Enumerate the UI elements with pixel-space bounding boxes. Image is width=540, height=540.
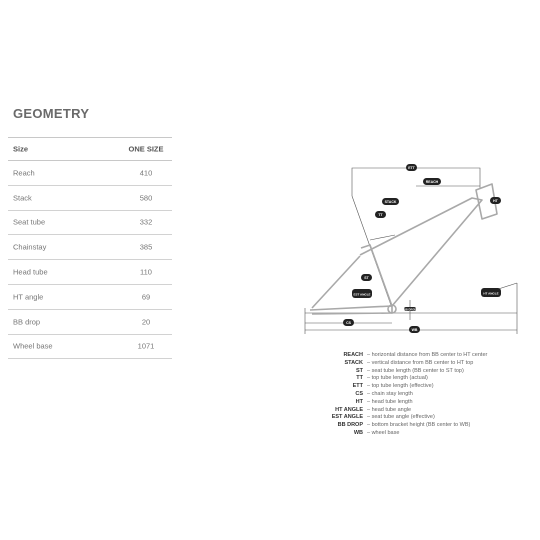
bike-frame [310,184,497,314]
seatstay [312,256,360,308]
row-label: Wheel base [13,341,53,351]
legend-item [300,375,540,383]
reach-tag: REACH [425,180,439,184]
legend-desc: – top tube length (actual) [367,375,428,382]
bb-drop-tag: BB DROP [404,308,416,312]
legend-key: CS [355,390,363,397]
st-tag: ST [364,276,369,280]
legend-item [300,430,540,438]
cs-tag: CS [346,321,351,325]
page-title: GEOMETRY [13,106,90,121]
est-angle-tag: EST ANGLE [353,292,371,297]
legend-desc: – horizontal distance from BB center to HT center [367,352,488,358]
row-value: 1071 [137,341,155,351]
legend-key: ST [355,367,363,374]
legend-key: BB DROP [337,422,363,429]
row-label: Reach [13,168,35,178]
legend-key: HT ANGLE [335,406,363,413]
legend-item [300,391,540,399]
row-value: 385 [139,242,153,252]
header-size-value: ONE SIZE [128,144,164,154]
legend-item [300,399,540,407]
legend-key: TT [356,375,363,382]
stack-tag: STACK [384,200,397,204]
header-size-label: Size [13,144,29,154]
row-label: BB drop [13,317,41,327]
tt-tag: TT [378,213,383,217]
ht-angle-tag: HT ANGLE [483,291,499,296]
row-label: HT angle [13,292,44,302]
legend-key: STACK [344,359,363,366]
legend-key: REACH [343,352,363,358]
row-label: Head tube [13,267,48,277]
row-value: 20 [141,317,151,327]
legend-desc: – chain stay length [367,390,413,397]
row-label: Chainstay [13,242,47,252]
row-value: 110 [140,267,152,277]
wb-tag: WB [411,328,418,332]
legend-key: ETT [352,383,363,390]
legend-key: HT [355,398,363,405]
legend-item [300,407,540,415]
row-label: Stack [13,193,32,203]
legend [300,352,540,438]
legend-key: WB [353,429,363,436]
legend-key: EST ANGLE [331,414,363,421]
legend-item [300,352,540,360]
legend-desc: – seat tube length (BB center to ST top) [367,367,464,374]
legend-item [300,422,540,430]
legend-item [300,414,540,422]
legend-desc: – vertical distance from BB center to HT top [367,359,474,366]
row-label: Seat tube [13,217,46,227]
row-value: 410 [139,168,153,178]
ett-tag: ETT [408,166,415,170]
legend-desc: – head tube length [367,398,413,405]
ht-tag: HT [493,199,498,203]
legend-desc: – bottom bracket height (BB center to WB) [367,422,471,429]
row-value: 69 [141,292,151,302]
bb-drop-marker [404,300,416,320]
legend-item [300,368,540,376]
legend-desc: – top tube length (effective) [367,383,434,390]
legend-item [300,383,540,391]
legend-item [300,360,540,368]
legend-desc: – seat tube angle (effective) [367,414,435,421]
row-value: 332 [139,217,153,227]
ett-dimension-line [352,168,480,196]
row-value: 580 [139,193,153,203]
legend-desc: – wheel base [367,429,400,436]
legend-desc: – head tube angle [367,406,412,413]
